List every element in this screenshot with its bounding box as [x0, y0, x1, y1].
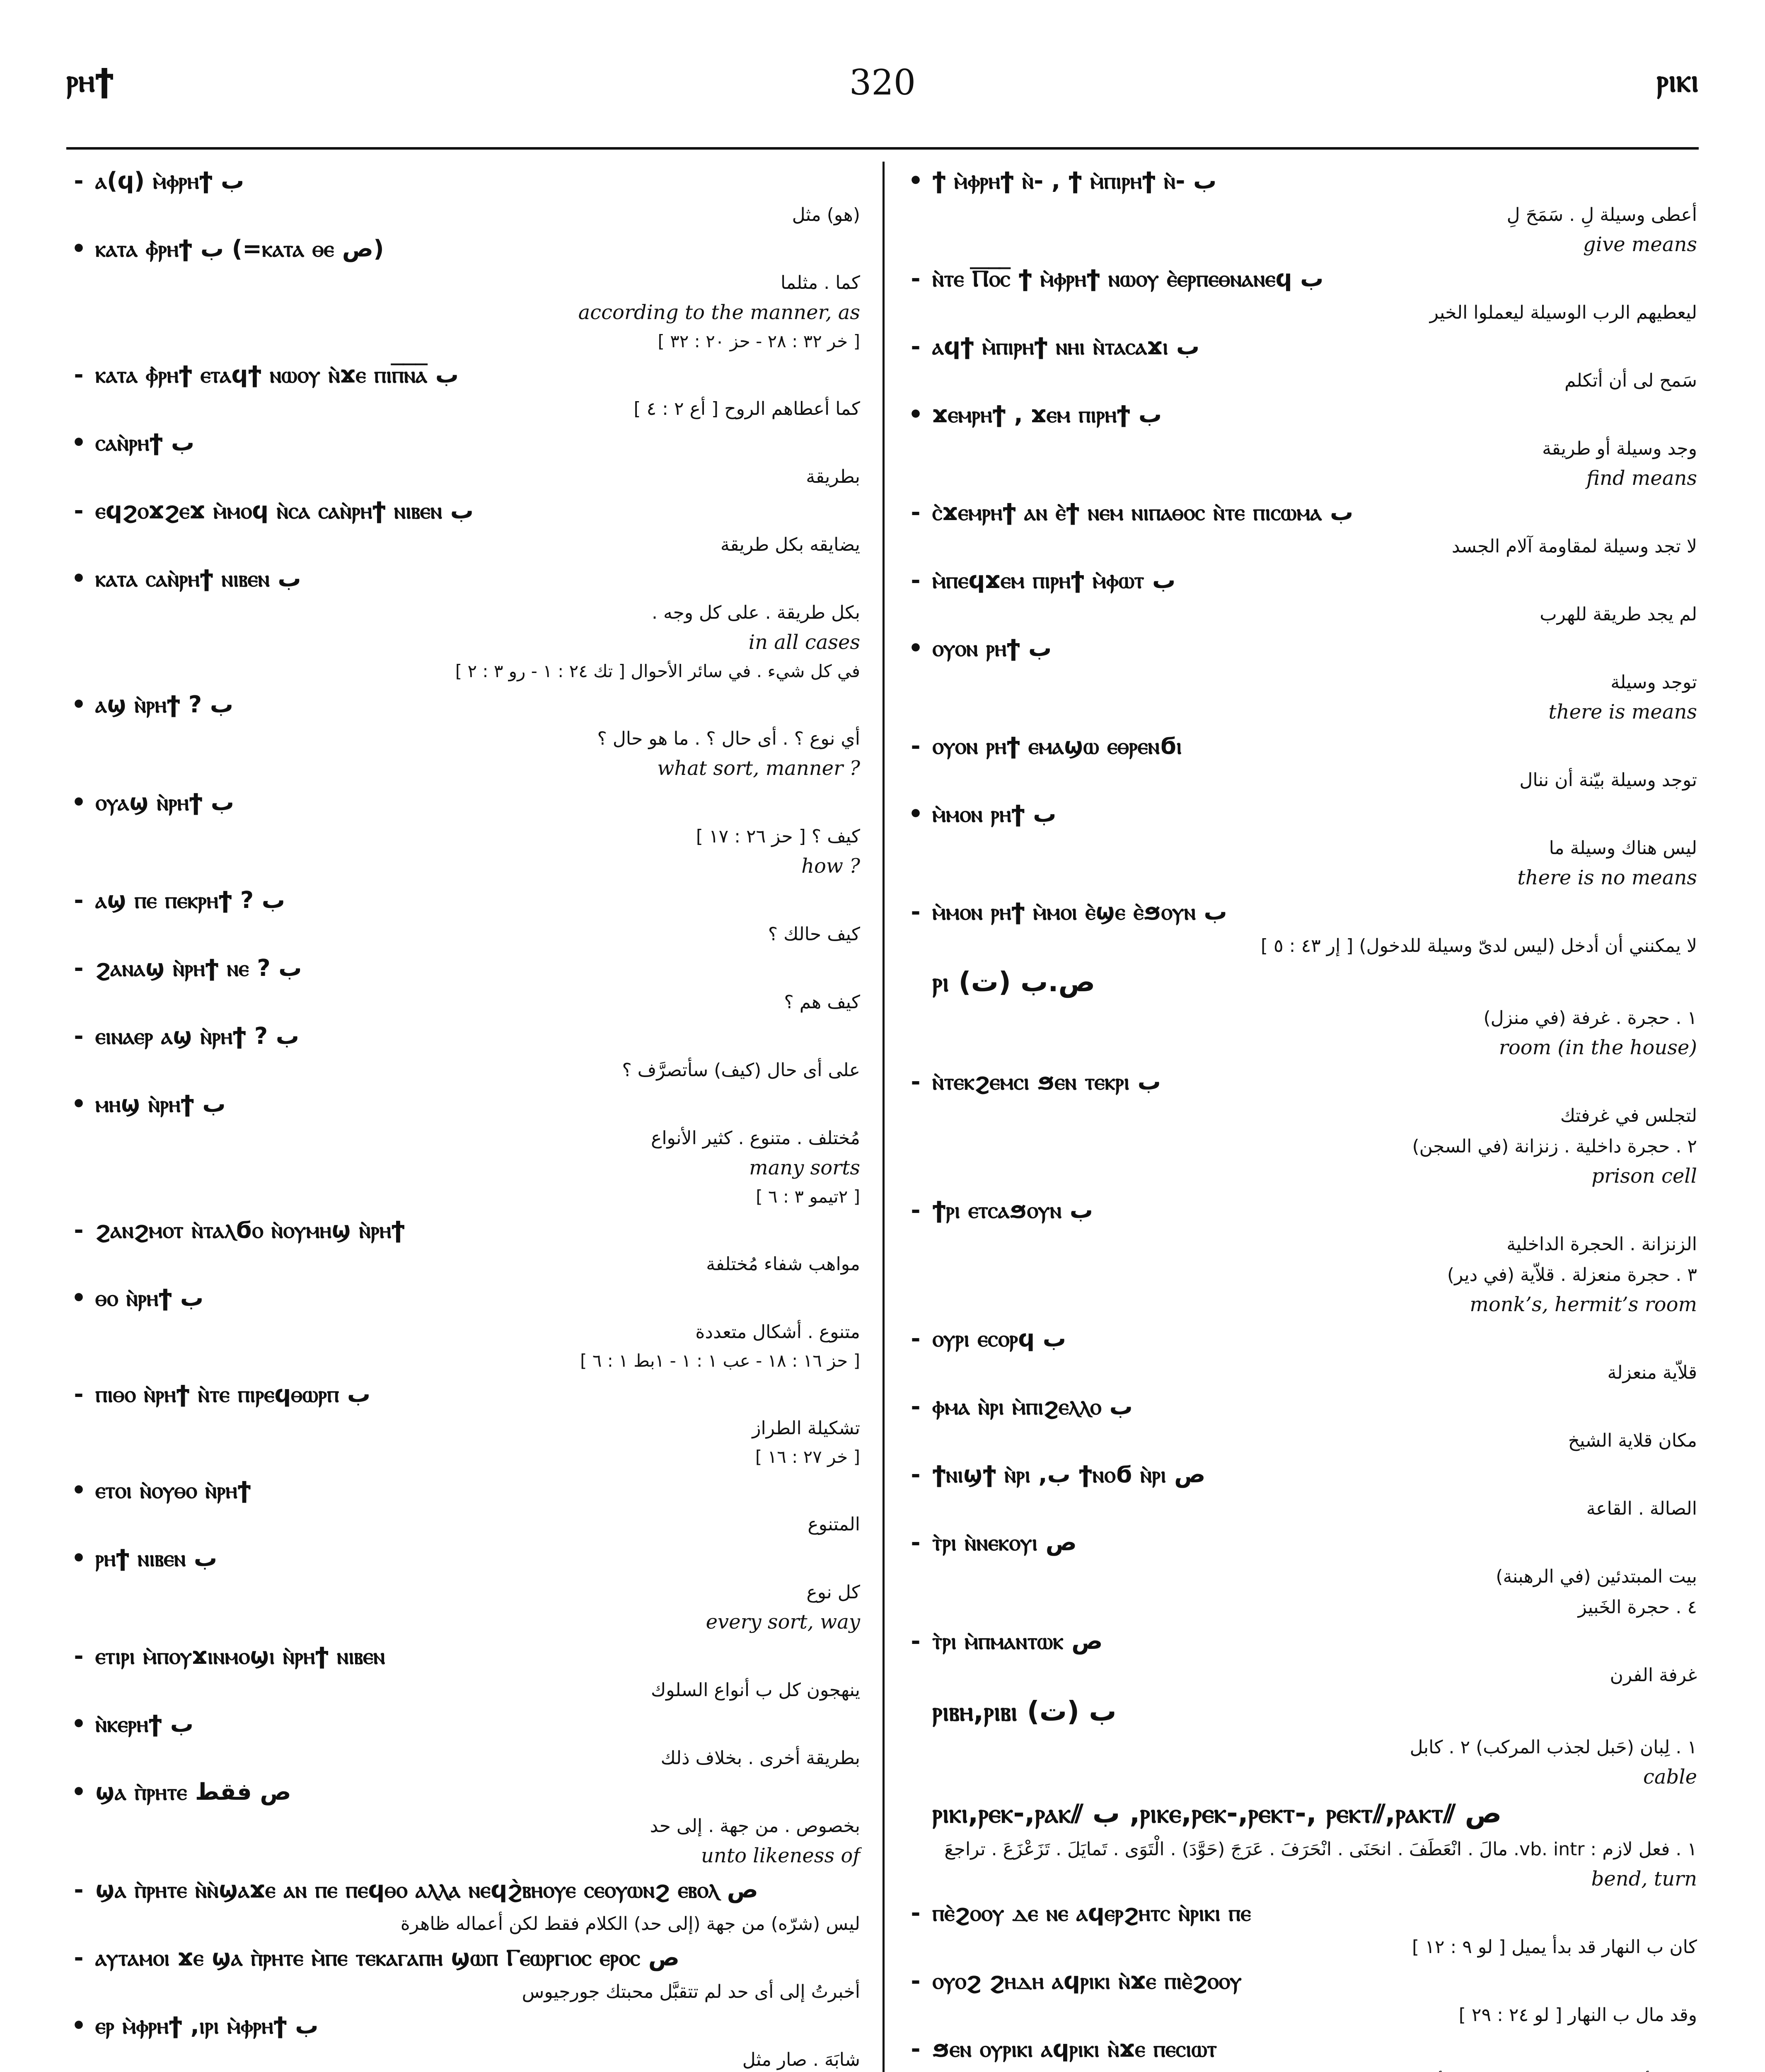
headword-text: ⲁϣ ⲛ̀ⲣⲏϯ ? ب [95, 691, 234, 718]
entry-headword [66, 1939, 862, 1978]
arabic-gloss: ليس (شرّه) من جهة (إلى حد) الكلام فقط لكن أعماله ظاهرة [400, 1913, 860, 1934]
entry-marker: • [71, 1477, 86, 1504]
dictionary-entry [903, 493, 1699, 561]
entry-marker: - [911, 898, 921, 925]
entry-marker: • [71, 1091, 86, 1118]
headword-text: ϩⲁⲛϩⲙⲟⲧ ⲛ̀ⲧⲁⲗϭⲟ ⲛ̀ⲟⲩⲙⲏϣ ⲛ̀ⲣⲏϯ [95, 1217, 405, 1244]
entry-marker: - [911, 499, 921, 526]
headword-text: ⲣⲓⲕⲓ,ⲣⲉⲕ-,ⲣⲁⲕ⫽ ب ,ⲣⲓⲕⲉ,ⲣⲉⲕ-,ⲣⲉⲕⲧ-, ⲣⲉⲕⲧ⫽,ⲣⲁⲕⲧ⫽ ص [932, 1797, 1502, 1829]
english-gloss: how ? [801, 854, 860, 878]
headword-text: ϧⲉⲛ ⲟⲩⲣⲓⲕⲓ ⲁϥⲣⲓⲕⲓ ⲛ̀ϫⲉ ⲡⲉⲥⲓⲱⲧ [932, 2036, 1217, 2062]
entry-headword [903, 1455, 1699, 1494]
dictionary-entry [903, 727, 1699, 795]
english-gloss: there is no means [1517, 866, 1697, 889]
arabic-gloss: ١ . حجرة . غرفة (في منزل) [1483, 1007, 1697, 1029]
headword-text: ⲡⲓⲑⲟ ⲛ̀ⲣⲏϯ ⲛ̀ⲧⲉ ⲡⲓⲣⲉϥⲑⲱⲣⲡ ب [95, 1381, 371, 1408]
arabic-gloss: ١ . فعل لازم : vb. intr. مالَ . انْعَطَفَ . انحَنَى . انْحَرَفَ . عَرَجَ (حَوَّدَ) . الْتَوَى . تَمايَلَ . تَزَعْزَعَ . تراجعَ [944, 1839, 1697, 1860]
entry-marker: - [74, 1876, 84, 1903]
entry-marker: - [911, 1968, 921, 1995]
entry-headword [903, 1319, 1699, 1358]
headword-text: ϫⲉⲙⲣⲏϯ , ϫⲉⲙ ⲡⲓⲣⲏϯ ب [932, 401, 1162, 428]
entry-headword [903, 1962, 1699, 2001]
dictionary-entry [66, 491, 862, 559]
entry-marker: • [71, 1545, 86, 1572]
entry-headword [66, 1211, 862, 1250]
column-divider [882, 162, 885, 2072]
arabic-gloss: مكان قلاية الشيخ [1568, 1430, 1697, 1451]
entry-headword [66, 1871, 862, 1910]
entry-headword [66, 559, 862, 598]
scripture-reference: [ خر ٢٧ : ١٦ ] [755, 1447, 860, 1467]
dictionary-entry [66, 1375, 862, 1471]
arabic-gloss: أخبرتُ إلى أى حد لم تتقبَّل محبتك جورجيوس [522, 1981, 860, 2002]
entry-headword [903, 1191, 1699, 1230]
english-gloss: what sort, manner ? [657, 757, 860, 780]
arabic-gloss: بكل طريقة . على كل وجه . [652, 602, 860, 623]
dictionary-entry [903, 561, 1699, 629]
headword-text: ⲥ̀ϫⲉⲙⲣⲏϯ ⲁⲛ ⲉ̀ϯ ⲛⲉⲙ ⲛⲓⲡⲁⲑⲟⲥ ⲛ̀ⲧⲉ ⲡⲓⲥⲱⲙⲁ ب [932, 499, 1354, 526]
scripture-reference: [ خر ٣٢ : ٢٨ - حز ٢٠ : ٣٢ ] [658, 331, 860, 351]
headword-text: ⲑⲟ ⲛ̀ⲣⲏϯ ب [95, 1285, 204, 1312]
page-number: 320 [849, 62, 916, 103]
dictionary-entry [66, 424, 862, 491]
dictionary-entry [66, 356, 862, 424]
arabic-gloss: تشكيلة الطراز [752, 1418, 860, 1439]
entry-headword [903, 1063, 1699, 1101]
dictionary-entry [66, 1279, 862, 1375]
headword-text: ⲣⲏϯ ⲛⲓⲃⲉⲛ ب [95, 1545, 218, 1572]
dictionary-entry [903, 1593, 1699, 1622]
arabic-gloss: وجد وسيلة أو طريقة [1542, 438, 1697, 459]
arabic-gloss: كما أعطاهم الروح [ أع ٢ : ٤ ] [633, 398, 860, 419]
scripture-reference: [ ٢تيمو ٣ : ٦ ] [756, 1186, 860, 1207]
entry-headword [66, 1471, 862, 1510]
english-gloss: give means [1583, 233, 1697, 256]
entry-headword [903, 795, 1699, 834]
headword-text: ϩⲁⲛⲁϣ ⲛ̀ⲣⲏϯ ⲛⲉ ? ب [95, 955, 302, 982]
headword-text: ⲉⲧⲓⲣⲓ ⲙ̀ⲡⲟⲩϫⲓⲛⲙⲟϣⲓ ⲛ̀ⲣⲏϯ ⲛⲓⲃⲉⲛ [95, 1643, 385, 1670]
entry-headword [66, 162, 862, 201]
entry-marker: • [71, 789, 86, 816]
entry-marker: • [71, 429, 86, 456]
entry-marker: - [74, 497, 84, 524]
headword-text: ⲁϥϯ ⲙ̀ⲡⲓⲣⲏϯ ⲛⲏⲓ ⲛ̀ⲧⲁⲥⲁϫⲓ ب [932, 333, 1200, 360]
dictionary-entry [66, 1211, 862, 1279]
headword-text: ⲉⲓⲛⲁⲉⲣ ⲁϣ ⲛ̀ⲣⲏϯ ? ب [95, 1023, 300, 1050]
entry-marker: - [911, 265, 921, 292]
headword-text: ⲉⲣ ⲙ̀ⲫⲣⲏϯ ,ⲓⲣⲓ ⲙ̀ⲫⲣⲏϯ ب [95, 2012, 319, 2039]
entry-marker: - [74, 1643, 84, 1670]
entry-marker: • [71, 565, 86, 592]
arabic-gloss: المتنوع [808, 1514, 860, 1535]
headword-text: ⲕⲁⲧⲁ ⲥⲁⲛ̀ⲣⲏϯ ⲛⲓⲃⲉⲛ ب [95, 565, 301, 592]
arabic-gloss: غرفة الفرن [1610, 1665, 1697, 1686]
headword-text: ⲣⲓⲃⲏ,ⲣⲓⲃⲓ ب (ت) [932, 1695, 1117, 1727]
dictionary-entry [903, 1962, 1699, 2030]
arabic-gloss: على أى حال (كيف) سأتصرَّف ؟ [622, 1060, 860, 1081]
entry-marker: • [71, 1779, 86, 1806]
entry-marker: - [911, 1393, 921, 1420]
entry-marker: - [911, 1628, 921, 1655]
headword-text: ϯ ⲙ̀ⲫⲣⲏϯ ⲛ̀- , ϯ ⲙ̀ⲡⲓⲣⲏϯ ⲛ̀- ب [932, 167, 1217, 194]
header-rule [66, 147, 1699, 150]
arabic-gloss: ١ . لِبان (حَبل لجذب المركب) ٢ . كابل [1410, 1737, 1697, 1758]
entry-headword [66, 1017, 862, 1056]
entry-marker: - [74, 887, 84, 914]
entry-headword [903, 162, 1699, 201]
headword-text: ⲉⲧⲟⲓ ⲛ̀ⲟⲩⲑⲟ ⲛ̀ⲣⲏϯ [95, 1477, 251, 1504]
arabic-gloss: بطريقة أخرى . بخلاف ذلك [660, 1748, 860, 1769]
entry-marker: • [71, 1285, 86, 1312]
dictionary-entry [903, 893, 1699, 961]
entry-headword [903, 629, 1699, 668]
entry-marker: - [74, 167, 84, 194]
entry-headword [903, 259, 1699, 298]
entry-marker: • [908, 635, 923, 662]
arabic-gloss: ليس هناك وسيلة ما [1549, 838, 1697, 859]
dictionary-entry [66, 1539, 862, 1637]
arabic-gloss: ينهجون كل ب أنواع السلوك [650, 1680, 860, 1701]
entry-marker: - [74, 1381, 84, 1408]
english-gloss: according to the manner, as [578, 301, 860, 324]
entry-marker: - [911, 1529, 921, 1556]
arabic-gloss: كان ب النهار قد بدأ يميل [ لو ٩ : ١٢ ] [1412, 1936, 1697, 1958]
entry-headword [903, 561, 1699, 600]
arabic-gloss: لتجلس في غرفتك [1560, 1105, 1697, 1126]
right-column [903, 162, 1699, 2072]
arabic-gloss: قلاّية منعزلة [1607, 1362, 1697, 1383]
arabic-gloss: (هو) مثل [792, 204, 860, 225]
entry-marker: • [71, 235, 86, 262]
dictionary-entry [66, 1085, 862, 1211]
entry-marker: • [908, 167, 923, 194]
arabic-gloss [903, 2069, 1699, 2072]
english-gloss: cable [1643, 1765, 1697, 1789]
dictionary-entry [66, 685, 862, 783]
arabic-gloss: كيف حالك ؟ [768, 924, 860, 945]
dictionary-entry [903, 162, 1699, 259]
headword-text: ⲧ̀ⲣⲓ ⲛ̀ⲛⲉⲕⲟⲩⲓ ص [932, 1529, 1077, 1556]
entry-marker: - [74, 361, 84, 388]
headword-text: ⲕⲁⲧⲁ ⲫ̀ⲣⲏϯ ب (=ⲕⲁⲧⲁ ⲑⲉ ص) [95, 235, 384, 262]
entry-marker: • [71, 2012, 86, 2039]
dictionary-entry [66, 1017, 862, 1085]
entry-marker: - [911, 1068, 921, 1095]
left-column [66, 162, 862, 2072]
entry-headword [903, 893, 1699, 932]
dictionary-entry [66, 559, 862, 685]
entry-headword [903, 1387, 1699, 1426]
headword-text: ⲧ̀ⲣⲓ ⲙ̀ⲡⲙⲁⲛⲧⲱⲕ ص [932, 1628, 1103, 1655]
headword-text: ⲁⲩⲧⲁⲙⲟⲓ ϫⲉ ϣⲁ ⲡ̀ⲣⲏⲧⲉ ⲙ̀ⲡⲉ ⲧⲉⲕⲁⲅⲁⲡⲏ ϣⲱⲡ Ⲅⲉⲱⲣⲅⲓⲟⲥ ⲉⲣⲟⲥ ص [95, 1944, 680, 1971]
entry-headword [66, 356, 862, 395]
arabic-gloss: لم يجد طريقة للهرب [1540, 604, 1697, 625]
entry-headword [903, 1894, 1699, 1933]
dictionary-entry [66, 1637, 862, 1705]
arabic-gloss: شابَهَ . صار مثل [742, 2049, 860, 2070]
entry-marker: • [71, 691, 86, 718]
dictionary-entry [903, 1261, 1699, 1319]
header-right-guideword: ⲣⲓⲕⲓ [1656, 62, 1699, 99]
dictionary-entry [66, 1471, 862, 1539]
entry-marker: - [74, 1944, 84, 1971]
entry-headword [66, 783, 862, 822]
entry-marker: • [908, 401, 923, 428]
dictionary-entry [66, 881, 862, 949]
dictionary-entry [903, 395, 1699, 493]
headword-text: ⲟⲩⲟϩ ϩⲏⲇⲏ ⲁϥⲣⲓⲕⲓ ⲛ̀ϫⲉ ⲡⲓⲉ̀ϩⲟⲟⲩ [932, 1968, 1242, 1995]
entry-headword [66, 491, 862, 530]
entry-headword [903, 727, 1699, 766]
arabic-gloss: ٢ . حجرة داخلية . زنزانة (في السجن) [1412, 1136, 1697, 1157]
entry-headword [903, 1622, 1699, 1661]
dictionary-entry [903, 1132, 1699, 1191]
dictionary-entry [903, 1894, 1699, 1962]
dictionary-entry [903, 961, 1699, 1063]
dictionary-entry [903, 1792, 1699, 1894]
dictionary-entry [903, 2030, 1699, 2072]
dictionary-entry [66, 783, 862, 881]
entry-headword [903, 493, 1699, 532]
headword-text: ϯⲛⲓϣϯ ⲛ̀ⲣⲓ ,ب ϯⲛⲟϭ ⲛ̀ⲣⲓ ص [932, 1461, 1206, 1488]
english-gloss: find means [1586, 467, 1697, 490]
headword-text: ⲟⲩⲣⲓ ⲉⲥⲟⲣϥ ب [932, 1325, 1066, 1352]
entry-headword [66, 1705, 862, 1744]
entry-marker: • [908, 801, 923, 828]
dictionary-entry [903, 327, 1699, 395]
entry-headword [903, 961, 1699, 1004]
entry-headword [903, 2030, 1699, 2069]
dictionary-entry [66, 2007, 862, 2072]
headword-text: ⲣⲓ ص.ب (ت) [932, 966, 1095, 998]
arabic-gloss: أعطى وسيلة لِ . سَمَحَ لِ [1506, 204, 1697, 225]
arabic-gloss: لا يمكنني أن أدخل (ليس لدىّ وسيلة للدخول) [ إر ٤٣ : ٥ ] [1260, 935, 1697, 956]
headword-text: ⲁ(ϥ) ⲙ̀ⲫⲣⲏϯ ب [95, 167, 244, 194]
dictionary-entry [903, 1387, 1699, 1455]
english-gloss: every sort, way [706, 1610, 860, 1634]
english-gloss: many sorts [749, 1156, 860, 1179]
english-gloss: unto likeness of [701, 1844, 860, 1867]
headword-text: ⲉϥϩⲟϫϩⲉϫ ⲙ̀ⲙⲟϥ ⲛ̀ⲥⲁ ⲥⲁⲛ̀ⲣⲏϯ ⲛⲓⲃⲉⲛ ب [95, 497, 474, 524]
headword-text: ϣⲁ ⲡ̀ⲣⲏⲧⲉ ⲛ̀ⲛ̀ϣⲁϫⲉ ⲁⲛ ⲡⲉ ⲡⲉϥⲑⲟ ⲁⲗⲗⲁ ⲛⲉϥϩ̀ⲃⲏⲟⲩⲉ ⲥⲉⲟⲩⲱⲛϩ ⲉⲃⲟⲗ ص [95, 1876, 758, 1903]
entry-headword [903, 395, 1699, 434]
headword-text: ⲙ̀ⲙⲟⲛ ⲣⲏϯ ⲙ̀ⲙⲟⲓ ⲉ̀ϣⲉ ⲉ̀ϧⲟⲩⲛ ب [932, 898, 1227, 925]
arabic-gloss: بيت المبتدئين (في الرهبنة) [1496, 1566, 1697, 1587]
arabic-gloss: بخصوص . من جهة . إلى حد [650, 1815, 860, 1837]
scripture-reference: [ حز ١٦ : ١٨ - عب ١ : ١ - ١بط ١ : ٦ ] [580, 1351, 860, 1371]
entry-marker: - [74, 1217, 84, 1244]
arabic-gloss: يضايقه بكل طريقة [720, 534, 860, 555]
dictionary-entry [903, 1191, 1699, 1259]
dictionary-entry [903, 259, 1699, 327]
arabic-gloss: سَمح لى أن أتكلم [1564, 370, 1697, 391]
entry-headword [66, 1375, 862, 1414]
entry-headword [903, 1523, 1699, 1562]
entry-headword [66, 1773, 862, 1812]
page-header [66, 62, 1699, 120]
headword-text: ⲕⲁⲧⲁ ⲫ̀ⲣⲏϯ ⲉⲧⲁϥϯ ⲛⲱⲟⲩ ⲛ̀ϫⲉ ⲡⲓⲡ̅ⲛ̅ⲁ̅ ب [95, 361, 459, 388]
arabic-gloss: متنوع . أشكال متعددة [695, 1322, 860, 1343]
entry-marker: - [911, 1461, 921, 1488]
entry-headword [66, 1539, 862, 1578]
headword-text: ϯⲣⲓ ⲉⲧⲥⲁϧⲟⲩⲛ ب [932, 1197, 1093, 1224]
entry-headword [66, 1279, 862, 1318]
entry-headword [66, 1085, 862, 1124]
english-gloss: there is means [1548, 700, 1697, 724]
arabic-gloss: أي نوع ؟ . أى حال ؟ . ما هو حال ؟ [597, 728, 860, 749]
header-left-guideword: ⲣⲏϯ [66, 62, 114, 99]
entry-headword [903, 1690, 1699, 1733]
entry-marker: - [911, 1900, 921, 1927]
entry-marker: - [911, 733, 921, 760]
dictionary-entry [66, 949, 862, 1017]
english-gloss: in all cases [748, 631, 860, 654]
english-gloss: monk’s, hermit’s room [1470, 1293, 1697, 1316]
headword-text: ⲟⲩⲟⲛ ⲣⲏϯ ⲉⲙⲁϣⲱ ⲉⲑⲣⲉⲛϭⲓ [932, 733, 1182, 760]
entry-marker: • [71, 1711, 86, 1738]
dictionary-entry [66, 1773, 862, 1871]
dictionary-entry [66, 162, 862, 230]
entry-marker: - [911, 567, 921, 594]
arabic-gloss: توجد وسيلة [1610, 672, 1697, 693]
arabic-gloss: الزنزانة . الحجرة الداخلية [1506, 1234, 1697, 1255]
entry-headword [66, 881, 862, 920]
headword-text: ⲫⲙⲁ ⲛ̀ⲣⲓ ⲙ̀ⲡⲓϩⲉⲗⲗⲟ ب [932, 1393, 1133, 1420]
dictionary-entry [903, 795, 1699, 893]
arabic-gloss: مواهب شفاء مُختلفة [706, 1254, 860, 1275]
entry-headword [903, 327, 1699, 366]
entry-headword [66, 949, 862, 988]
headword-text: ⲛ̀ⲧⲉ Ⲡ̅ⲟ̅ⲥ̅ ϯ ⲙ̀ⲫⲣⲏϯ ⲛⲱⲟⲩ ⲉ̀ⲉⲣⲡⲉⲑⲛⲁⲛⲉϥ ب [932, 265, 1324, 292]
dictionary-entry [903, 1063, 1699, 1130]
headword-text: ⲛ̀ⲧⲉⲕϩⲉⲙⲥⲓ ϧⲉⲛ ⲧⲉⲕⲣⲓ ب [932, 1068, 1161, 1095]
arabic-gloss: كيف ؟ [ حز ٢٦ : ١٧ ] [696, 826, 860, 847]
headword-text: ⲙ̀ⲙⲟⲛ ⲣⲏϯ ب [932, 801, 1057, 828]
entry-marker: - [74, 1023, 84, 1050]
arabic-gloss: لا تجد وسيلة لمقاومة آلام الجسد [1451, 536, 1697, 557]
entry-headword [66, 685, 862, 724]
headword-text: ⲥⲁⲛ̀ⲣⲏϯ ب [95, 429, 195, 456]
dictionary-entry [903, 629, 1699, 727]
english-gloss: room (in the house) [1499, 1036, 1697, 1059]
headword-text: ⲡⲉ̀ϩⲟⲟⲩ ⲇⲉ ⲛⲉ ⲁϥⲉⲣϩⲏⲧⲥ ⲛ̀ⲣⲓⲕⲓ ⲡⲉ [932, 1900, 1251, 1927]
entry-headword [903, 1792, 1699, 1835]
entry-marker: - [911, 333, 921, 360]
headword-text: ⲟⲩⲟⲛ ⲣⲏϯ ب [932, 635, 1052, 662]
scripture-reference: في كل شيء . في سائر الأحوال [ تك ٢٤ : ١ - رو ٣ : ٢ ] [455, 661, 860, 681]
arabic-gloss: وقد مال ب النهار [ لو ٢٤ : ٢٩ ] [1458, 2004, 1697, 2026]
arabic-gloss: بطريقة [806, 466, 860, 487]
dictionary-entry [903, 1523, 1699, 1591]
arabic-gloss: كما . مثلما [780, 272, 860, 293]
arabic-gloss: مُختلف . متنوع . كثير الأنواع [651, 1128, 860, 1149]
arabic-gloss: كيف هم ؟ [784, 992, 860, 1013]
dictionary-entry [66, 1939, 862, 2007]
entry-headword [66, 230, 862, 269]
arabic-gloss: ٤ . حجرة الخَبيز [1578, 1597, 1697, 1618]
dictionary-entry [66, 230, 862, 356]
headword-text: ⲁϣ ⲡⲉ ⲡⲉⲕⲣⲏϯ ? ب [95, 887, 285, 914]
dictionary-entry [66, 1705, 862, 1773]
english-gloss: bend, turn [1591, 1867, 1697, 1890]
headword-text: ⲛ̀ⲕⲉⲣⲏϯ ب [95, 1711, 194, 1738]
dictionary-entry [903, 1455, 1699, 1523]
entry-marker: - [911, 1325, 921, 1352]
dictionary-entry [66, 1871, 862, 1939]
entry-headword [66, 2007, 862, 2045]
english-gloss: prison cell [1591, 1164, 1697, 1188]
headword-text: ϣⲁ ⲡ̀ⲣⲏⲧⲉ ص فقط [95, 1779, 291, 1806]
dictionary-entry [903, 1319, 1699, 1387]
arabic-gloss: كل نوع [806, 1582, 860, 1603]
headword-text: ⲟⲩⲁϣ ⲛ̀ⲣⲏϯ ب [95, 789, 234, 816]
entry-marker: - [911, 2036, 921, 2062]
arabic-gloss: ليعطيهم الرب الوسيلة ليعملوا الخير [1429, 302, 1697, 323]
entry-marker: - [911, 1197, 921, 1224]
arabic-gloss: توجد وسيلة بيّنة أن ننال [1519, 770, 1697, 791]
dictionary-entry [903, 1622, 1699, 1690]
headword-text: ⲙⲏϣ ⲛ̀ⲣⲏϯ ب [95, 1091, 226, 1118]
headword-text: ⲙ̀ⲡⲉϥϫⲉⲙ ⲡⲓⲣⲏϯ ⲙ̀ⲫⲱⲧ ب [932, 567, 1176, 594]
arabic-gloss: الصالة . القاعة [1586, 1498, 1697, 1519]
entry-headword [66, 1637, 862, 1676]
arabic-gloss: ٣ . حجرة منعزلة . قلاّية (في دير) [1447, 1264, 1697, 1285]
entry-headword [66, 424, 862, 462]
dictionary-entry [903, 1690, 1699, 1792]
entry-marker: - [74, 955, 84, 982]
